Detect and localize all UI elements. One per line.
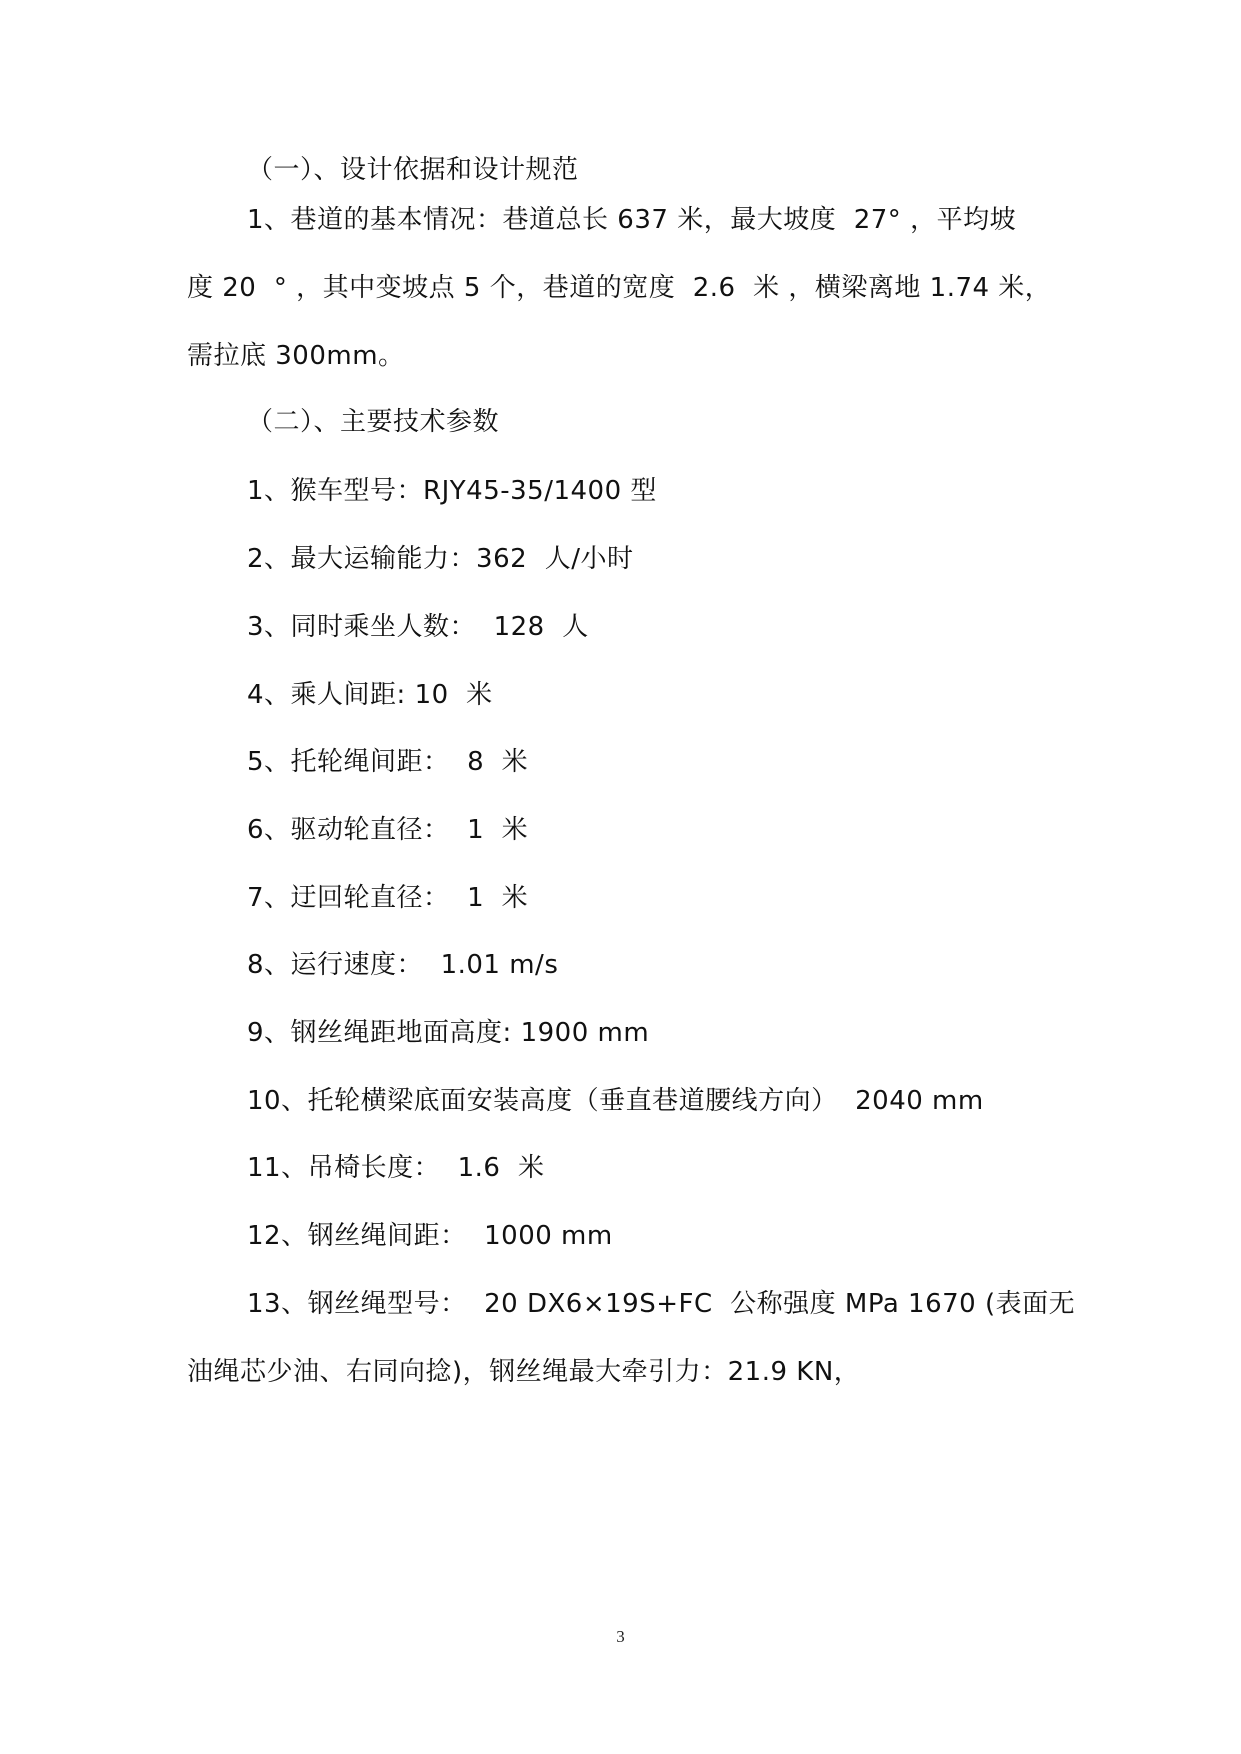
list-item: 5、托轮绳间距： 8 米 — [247, 747, 529, 777]
list-item: 6、驱动轮直径： 1 米 — [247, 815, 529, 845]
list-item: 11、吊椅长度： 1.6 米 — [247, 1153, 545, 1183]
list-item: 2、最大运输能力：362 人/小时 — [247, 544, 634, 574]
page-number: 3 — [616, 1627, 625, 1646]
list-item: 1、猴车型号：RJY45-35/1400 型 — [247, 476, 657, 506]
section-heading-design-basis: （一）、设计依据和设计规范 — [247, 155, 579, 185]
list-item: 9、钢丝绳距地面高度: 1900 mm — [247, 1018, 650, 1048]
list-item: 4、乘人间距: 10 米 — [247, 680, 493, 710]
section-heading-main-parameters: （二）、主要技术参数 — [247, 407, 500, 437]
paragraph-line: 需拉底 300mm。 — [187, 341, 405, 371]
list-item: 8、运行速度： 1.01 m/s — [247, 950, 559, 980]
list-item: 13、钢丝绳型号： 20 DX6×19S+FC 公称强度 MPa 1670 (表面无 — [247, 1289, 1076, 1319]
list-item-continuation: 油绳芯少油、右同向捻)，钢丝绳最大牵引力：21.9 KN， — [187, 1357, 861, 1387]
paragraph-line: 1、巷道的基本情况：巷道总长 637 米，最大坡度 27° ，平均坡 — [247, 205, 1017, 235]
list-item: 12、钢丝绳间距： 1000 mm — [247, 1221, 613, 1251]
list-item: 3、同时乘坐人数： 128 人 — [247, 612, 589, 642]
paragraph-line: 度 20 ° ，其中变坡点 5 个，巷道的宽度 2.6 米 ，横梁离地 1.74 米， — [187, 273, 1052, 303]
list-item: 7、迂回轮直径： 1 米 — [247, 883, 529, 913]
list-item: 10、托轮横梁底面安装高度（垂直巷道腰线方向） 2040 mm — [247, 1086, 984, 1116]
